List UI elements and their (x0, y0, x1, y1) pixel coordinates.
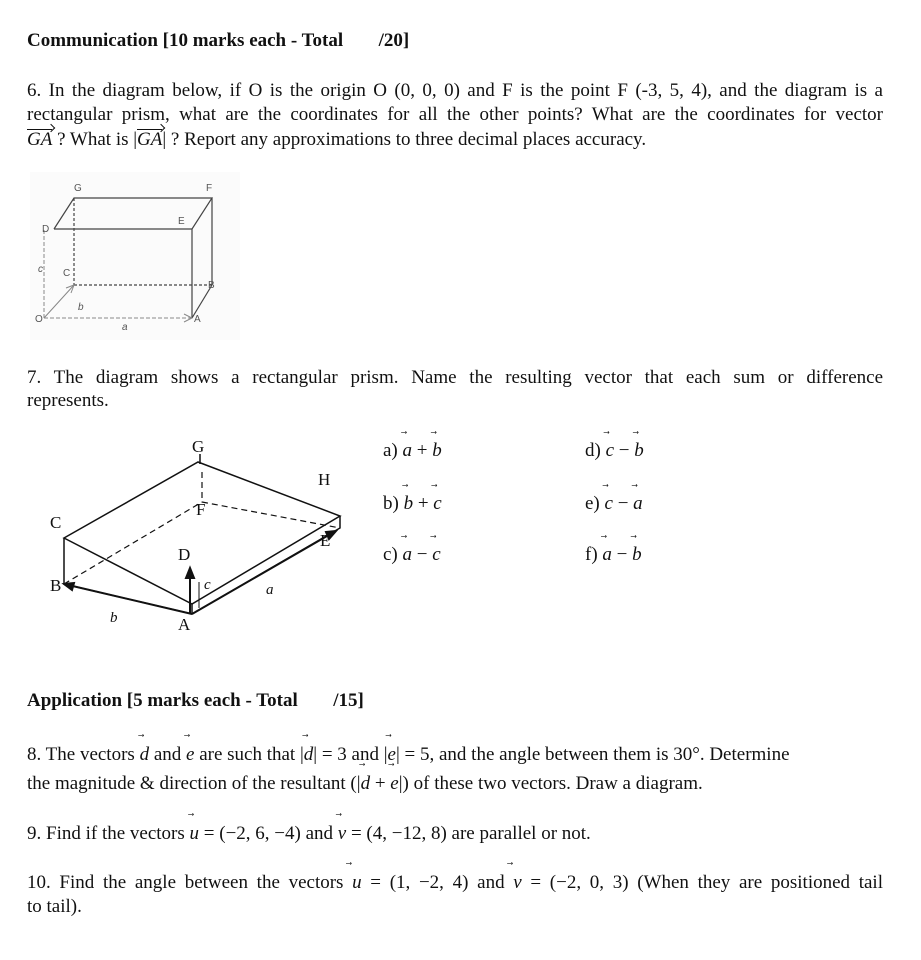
vec-e: e (387, 744, 396, 765)
q7-option-d: d) c − b (585, 440, 644, 461)
application-total: /15] (333, 690, 364, 711)
q7-option-c: c) a − c (383, 544, 441, 565)
q6-vec-b: b (78, 302, 84, 313)
vec-u: u (189, 823, 200, 844)
q7-label-g: G (192, 437, 205, 456)
q6-line1: 6. In the diagram below, if O is the origin O (0, 0, 0) and F is the point F (-3, 5, 4), and the diagram is a (27, 80, 883, 101)
vec-e: e (390, 773, 399, 794)
q7-vec-b: b (110, 610, 118, 626)
vector-b-arrow-q7 (64, 584, 192, 614)
q6-line3 (27, 128, 887, 152)
q6-label-o: O (35, 314, 43, 325)
q6-mid: ? What is | (52, 129, 138, 150)
vec-v: v (513, 872, 522, 893)
q6-label-d: D (42, 224, 50, 235)
communication-total: /20] (378, 30, 410, 51)
vec-a: a (633, 493, 643, 514)
q6-label-f: F (206, 183, 213, 194)
q6-label-g: G (74, 183, 82, 194)
q7-line1: 7. The diagram shows a rectangular prism. Name the resulting vector that each sum or difference (27, 367, 883, 388)
vec-a: a (402, 544, 413, 565)
q7-label-a: A (178, 615, 191, 632)
vec-a: a (602, 544, 612, 565)
q7-option-e: e) c − a (585, 493, 643, 514)
vec-c: c (605, 440, 615, 461)
q6-vec-c: c (38, 264, 43, 275)
q6-line2: rectangular prism, what are the coordinates for all the other points? What are the coordinates for vector (27, 104, 883, 125)
vec-d: d (360, 773, 371, 794)
q7-vec-a: a (266, 582, 274, 598)
q6-label-e: E (178, 216, 185, 227)
q6-label-b: B (208, 280, 215, 291)
vec-b: b (632, 544, 642, 565)
vec-b: b (432, 440, 442, 461)
q7-hidden-edge-bf (64, 502, 202, 584)
vec-d: d (303, 744, 314, 765)
q6-prism-diagram (30, 172, 240, 340)
vec-c: c (433, 493, 442, 514)
q7-line2: represents. (27, 390, 109, 411)
application-heading-text: Application [5 marks each - Total (27, 690, 298, 711)
q7-label-c: C (50, 513, 62, 532)
q7-label-b: B (50, 576, 62, 595)
q7-prism-diagram (44, 432, 356, 632)
q8-line1: 8. The vectors d and e are such that | d| = 3 and | e| = 5, and the angle between them is 30°. Determine (27, 744, 790, 765)
q7-label-d: D (178, 545, 191, 564)
vec-e: e (186, 744, 195, 765)
vec-u: u (352, 872, 362, 893)
q6-end: | ? Report any approximations to three decimal places accuracy. (162, 129, 647, 150)
q7-label-h: H (318, 470, 331, 489)
q7-label-f: F (196, 500, 206, 519)
vector-c-head-q7 (186, 568, 194, 578)
q6-label-a: A (194, 314, 201, 325)
q7-option-a: a) a + b (383, 440, 442, 461)
q8-line2: the magnitude & direction of the resultant (| d + e|) of these two vectors. Draw a diagram. (27, 773, 703, 794)
application-heading (27, 690, 364, 712)
vec-b: b (403, 493, 414, 514)
q7-vec-c: c (204, 577, 211, 593)
q9-line: 9. Find if the vectors u = (−2, 6, −4) and v = (4, −12, 8) are parallel or not. (27, 823, 591, 844)
q6-label-c: C (63, 268, 71, 279)
q7-option-b: b) b + c (383, 493, 442, 514)
vec-v: v (337, 823, 347, 844)
vector-ga-magnitude: GA (137, 129, 163, 150)
q7-hidden-edge-fe (202, 502, 340, 528)
vector-b-head-q7 (64, 583, 74, 590)
q10-line1: 10. Find the angle between the vectors u = (1, −2, 4) and v = (−2, 0, 3) (When they are positioned tail (27, 872, 883, 893)
vec-a: a (402, 440, 413, 461)
vec-c: c (432, 544, 441, 565)
q7-option-f: f) a − b (585, 544, 642, 565)
q6-vec-a: a (122, 322, 128, 333)
vector-ga: GA (27, 129, 53, 150)
q10-line2: to tail). (27, 896, 82, 917)
vec-c: c (604, 493, 613, 514)
communication-heading-text: Communication [10 marks each - Total (27, 30, 344, 51)
q7-label-e: E (320, 531, 331, 550)
communication-heading (27, 30, 409, 52)
vec-b: b (634, 440, 644, 461)
vec-d: d (139, 744, 150, 765)
vector-a-arrow-q7 (192, 532, 334, 614)
q7-side-faces (64, 516, 340, 614)
